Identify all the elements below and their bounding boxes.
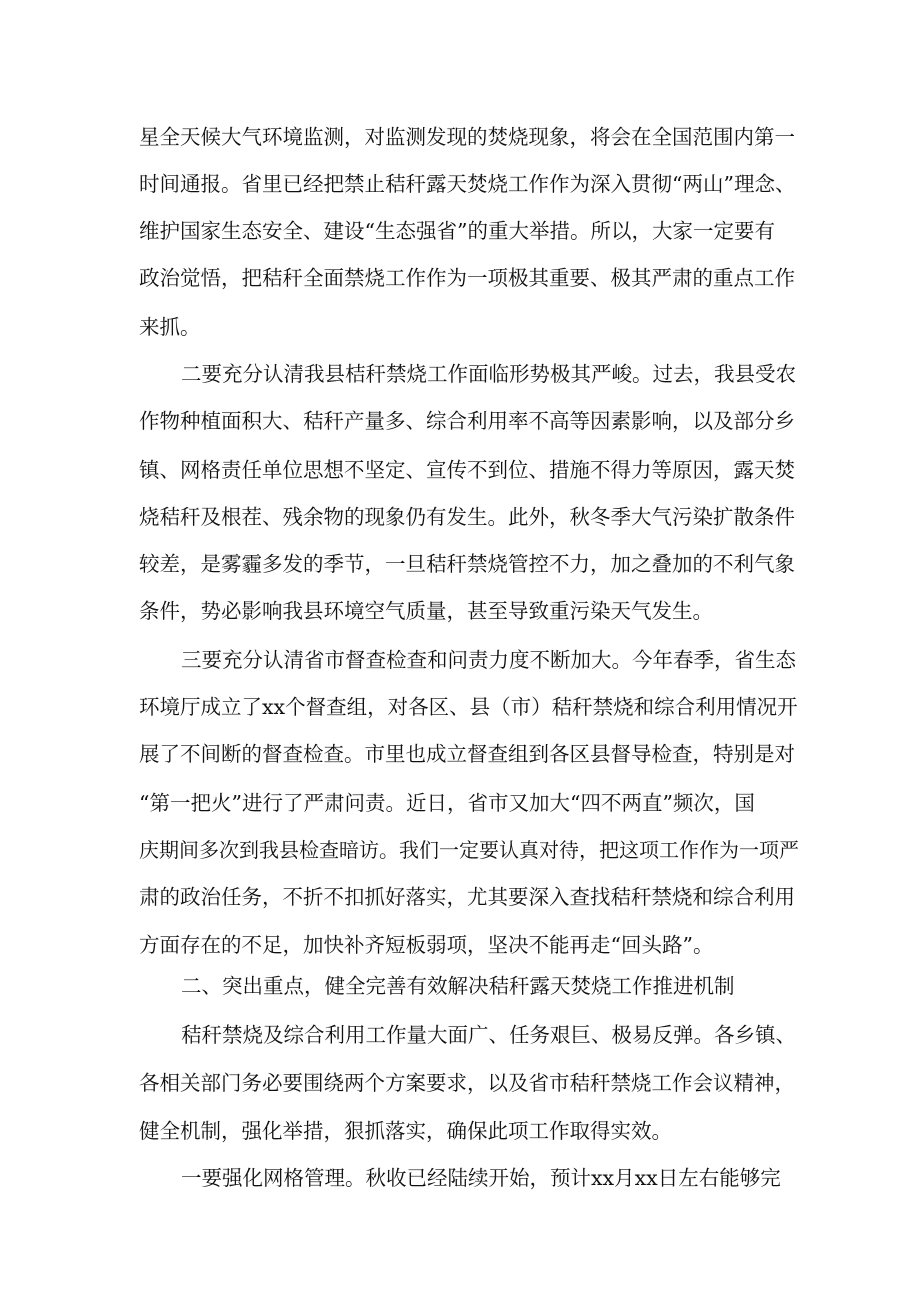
text-line: 条件，势必影响我县环境空气质量，甚至导致重污染天气发生。	[139, 599, 713, 623]
paragraph-start: 一要强化网格管理。秋收已经陆续开始，预计xx月xx日左右能够完	[181, 1166, 781, 1190]
text-line: 镇、网格责任单位思想不坚定、宣传不到位、措施不得力等原因，露天焚	[139, 458, 795, 482]
text-line: 展了不间断的督查检查。市里也成立督查组到各区县督导检查，特别是对	[139, 742, 795, 766]
paragraph-start: 三要充分认清省市督查检查和问责力度不断加大。今年春季，省生态	[181, 648, 796, 672]
text-line: 维护国家生态安全、建设“生态强省”的重大举措。所以，大家一定要有	[139, 219, 775, 243]
paragraph-start: 秸秆禁烧及综合利用工作量大面广、任务艰巨、极易反弹。各乡镇、	[181, 1023, 796, 1047]
text-line: 庆期间多次到我县检查暗访。我们一定要认真对待，把这项工作作为一项严	[139, 838, 799, 862]
section-heading: 二、突出重点，健全完善有效解决秸秆露天焚烧工作推进机制	[181, 974, 735, 998]
text-line: 政治觉悟，把秸秆全面禁烧工作作为一项极其重要、极其严肃的重点工作	[139, 266, 795, 290]
text-line: 来抓。	[139, 315, 201, 339]
text-line: “第一把火”进行了严肃问责。近日，省市又加大“四不两直”频次，国	[139, 791, 755, 815]
text-line: 烧秸秆及根茬、残余物的现象仍有发生。此外，秋冬季大气污染扩散条件	[139, 505, 795, 529]
text-line: 方面存在的不足，加快补齐短板弱项，坚决不能再走“回头路”。	[139, 933, 714, 957]
text-line: 肃的政治任务，不折不扣抓好落实，尤其要深入查找秸秆禁烧和综合利用	[139, 885, 795, 909]
text-line: 作物种植面积大、秸秆产量多、综合利用率不高等因素影响，以及部分乡	[139, 409, 795, 433]
text-line: 时间通报。省里已经把禁止秸秆露天焚烧工作作为深入贯彻“两山”理念、	[139, 172, 796, 196]
text-line: 健全机制，强化举措，狠抓落实，确保此项工作取得实效。	[139, 1119, 672, 1143]
text-line: 环境厅成立了xx个督查组，对各区、县（市）秸秆禁烧和综合利用情况开	[139, 695, 798, 719]
text-line: 各相关部门务必要围绕两个方案要求，以及省市秸秆禁烧工作会议精神，	[139, 1071, 795, 1095]
text-line: 星全天候大气环境监测，对监测发现的焚烧现象，将会在全国范围内第一	[139, 125, 795, 149]
paragraph-start: 二要充分认清我县桔秆禁烧工作面临形势极其严峻。过去，我县受农	[181, 362, 796, 386]
text-line: 较差，是雾霾多发的季节，一旦秸秆禁烧管控不力，加之叠加的不利气象	[139, 552, 795, 576]
